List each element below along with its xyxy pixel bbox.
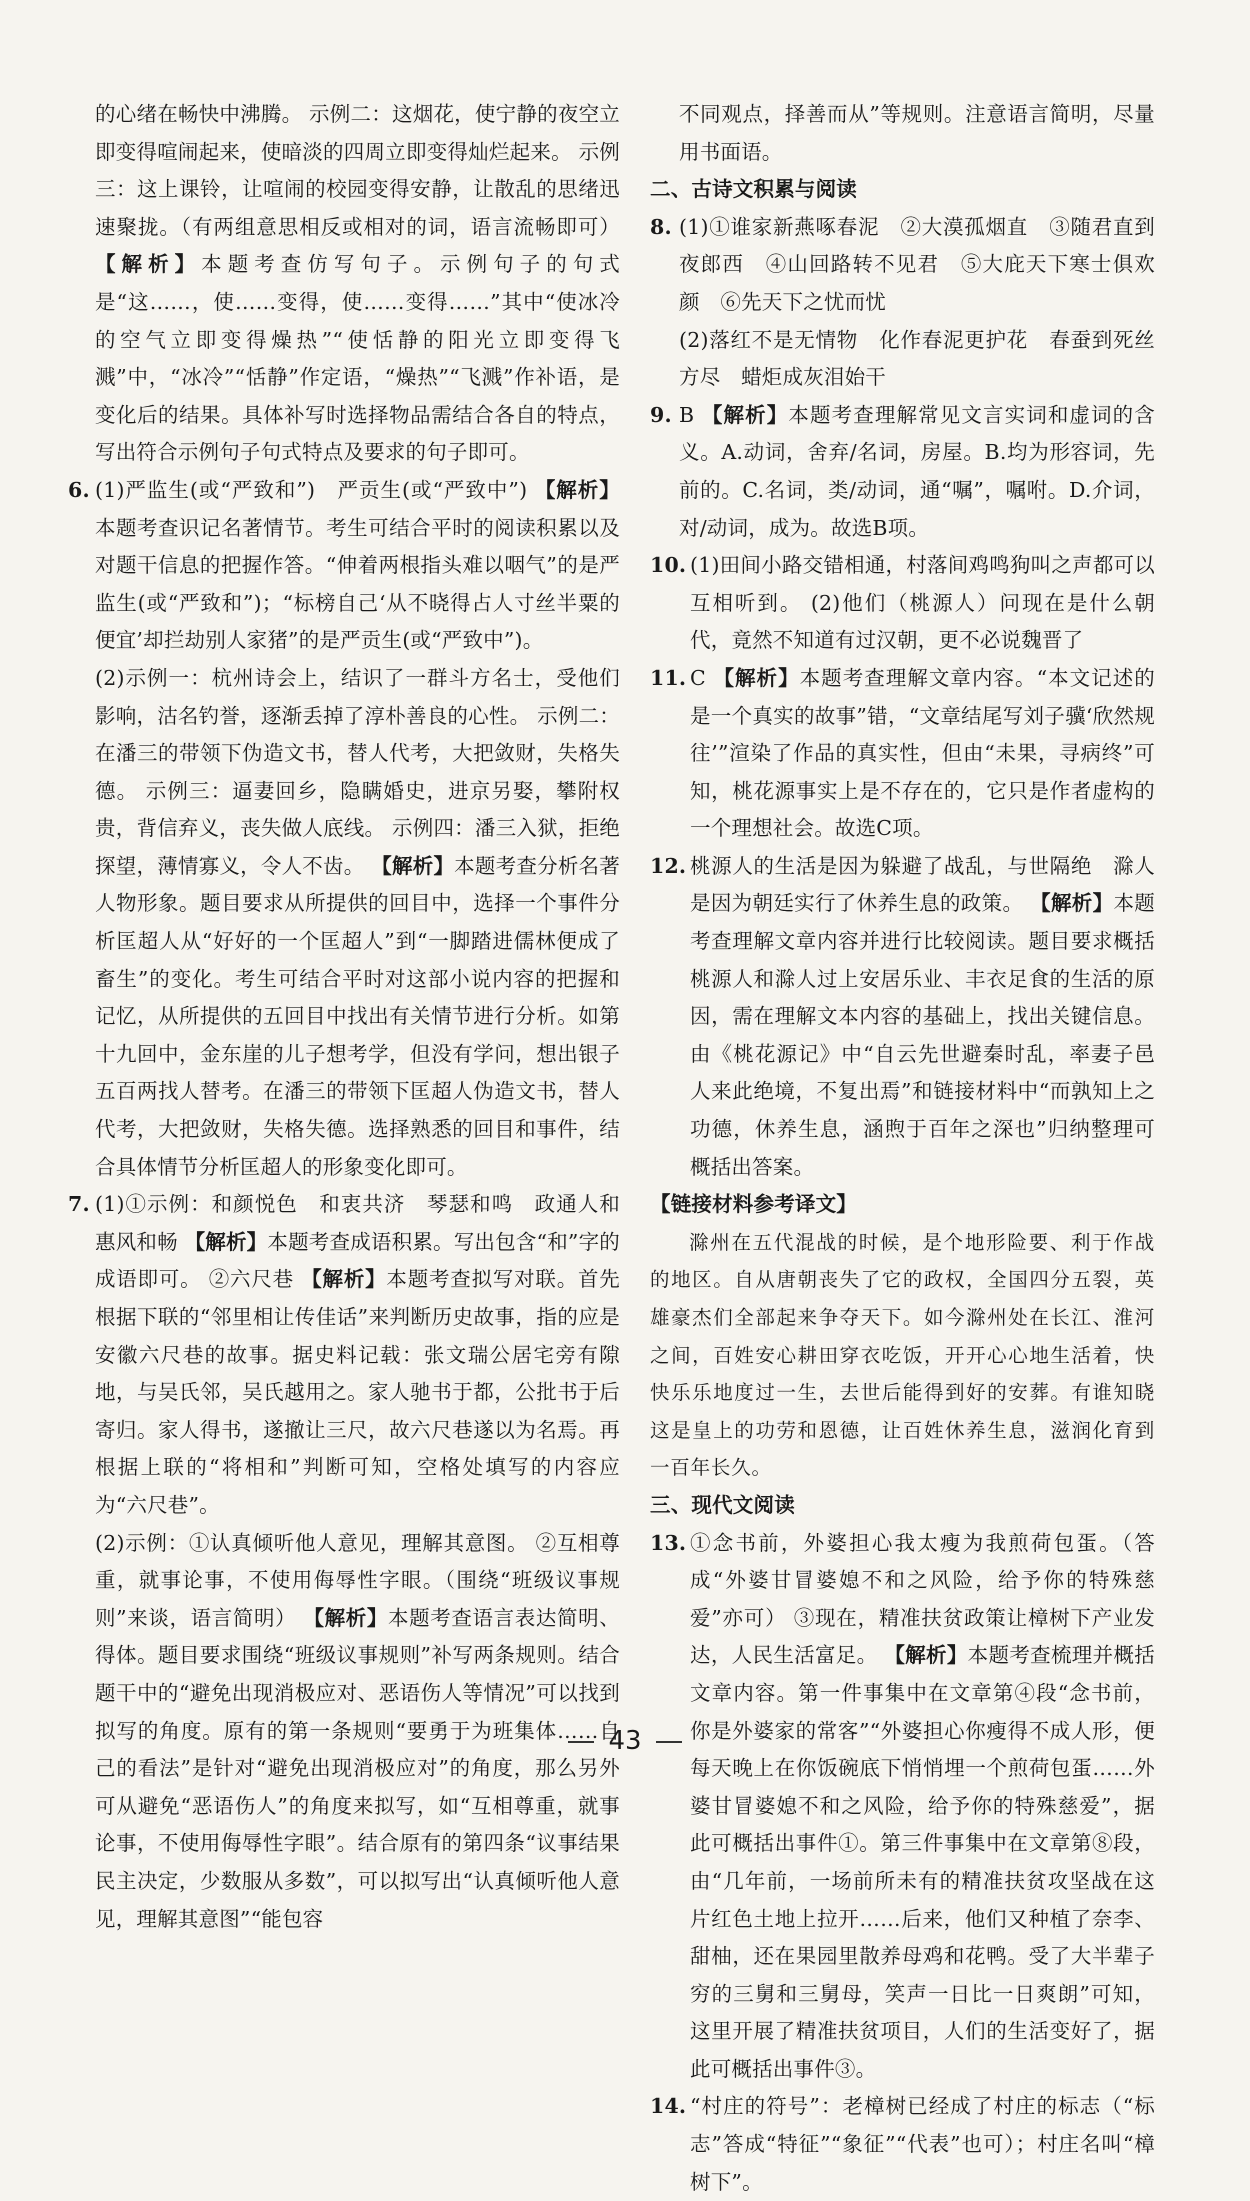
question-10 [650, 547, 1155, 660]
analysis-tag: 【解析】 [184, 1229, 268, 1254]
analysis-tag: 【解析】 [303, 1605, 388, 1630]
analysis-tag: 【解析】 [534, 477, 620, 502]
question-number: 6. [68, 477, 90, 502]
question-number: 14. [650, 2094, 687, 2119]
q6-part2: (2)示例一：杭州诗会上，结识了一群斗方名士，受他们影响，沽名钓誉，逐渐丢掉了淳朴善良的心性。 示例二：在潘三的带领下伪造文书，替人代考，大把敛财，失格失德。 示例三：逼妻回乡，隐瞒婚史，进京另娶，攀附权贵，背信弃义，丧失做人底线。 示例四：潘三入狱，拒绝探望，薄情寡义，令人不齿。 【解析】本题考查分析名著人物形象。题目要求从所提供的回目中，选择一个事件分析匡超人从“好好的一个匡超人”到“一脚踏进儒林便成了畜生”的变化。考生可结合平时对这部小说内容的把握和记忆，从所提供的五回目中找出有关情节进行分析。如第十九回中，金东崖的儿子想考学，但没有学问，想出银子五百两找人替考。在潘三的带领下匡超人伪造文书，替人代考，大把敛财，失格失德。选择熟悉的回目和事件，结合具体情节分析匡超人的形象变化即可。 [95, 665, 620, 1179]
question-number: 7. [68, 1192, 90, 1217]
q10-body: (1)田间小路交错相通，村落间鸡鸣狗叫之声都可以互相听到。 (2)他们（桃源人）问现在是什么朝代，竟然不知道有过汉朝，更不必说魏晋了 [690, 553, 1155, 653]
intro-analysis: 本题考查仿写句子。示例句子的句式是“这……，使……变得，使……变得……”其中“使冰冷的空气立即变得燥热”“使恬静的阳光立即变得飞溅”中，“冰冷”“恬静”作定语，“燥热”“飞溅”作补语，是变化后的结果。具体补写时选择物品需结合各自的特点，写出符合示例句子句式特点及要求的句子即可。 [95, 252, 620, 465]
page-number-dash-right [656, 1741, 682, 1743]
question-6 [68, 472, 620, 1186]
q13-body: ①念书前，外婆担心我太瘦为我煎荷包蛋。（答成“外婆甘冒婆媳不和之风险，给予你的特殊慈爱”亦可） ③现在，精准扶贫政策让樟树下产业发达，人民生活富足。 【解析】本题考查梳理并概括文章内容。第一件事集中在文章第④段“念书前，你是外婆家的常客”“外婆担心你瘦得不成人形，便每天晚上在你饭碗底下悄悄埋一个煎荷包蛋……外婆甘冒婆媳不和之风险，给予你的特殊慈爱”，据此可概括出事件①。第三件事集中在文章第⑧段，由“几年前，一场前所未有的精准扶贫攻坚战在这片红色土地上拉开……后来，他们又种植了奈李、甜柚，还在果园里散养母鸡和花鸭。受了大半辈子穷的三舅和三舅母，笑声一日比一日爽朗”可知，这里开展了精准扶贫项目，人们的生活变好了，据此可概括出事件③。 [690, 1530, 1155, 2081]
intro-text: 的心绪在畅快中沸腾。 示例二：这烟花，使宁静的夜空立即变得喧闹起来，使暗淡的四周立即变得灿烂起来。 示例三：这上课铃，让喧闹的校园变得安静，让散乱的思绪迅速聚拢。（有两组意思相反或相对的词，语言流畅即可） [95, 102, 620, 239]
page-number-dash-left [568, 1741, 594, 1743]
analysis-tag: 【解析】 [713, 665, 800, 690]
question-11 [650, 660, 1155, 848]
question-8 [650, 209, 1155, 397]
analysis-tag: 【解析】 [1030, 891, 1114, 916]
q7-part1: (1)①示例：和颜悦色 和衷共济 琴瑟和鸣 政通人和 惠风和畅 【解析】本题考查成语积累。写出包含“和”字的成语即可。 ②六尺巷 【解析】本题考查拟写对联。首先根据下联的“邻里相让传佳话”来判断历史故事，指的应是安徽六尺巷的故事。据史料记载：张文瑞公居宅旁有隙地，与吴氏邻，吴氏越用之。家人驰书于都，公批书于后寄归。家人得书，遂撤让三尺，故六尺巷遂以为名焉。再根据上联的“将相和”判断可知，空格处填写的内容应为“六尺巷”。 [95, 1192, 641, 1517]
q7-part2: (2)示例：①认真倾听他人意见，理解其意图。 ②互相尊重，就事论事，不使用侮辱性字眼。（围绕“班级议事规则”来谈，语言简明） 【解析】本题考查语言表达简明、得体。题目要求围绕“班级议事规则”补写两条规则。结合题干中的“避免出现消极应对、恶语伤人等情况”可以找到拟写的角度。原有的第一条规则“要勇于为班集体……自己的看法”是针对“避免出现消极应对”的角度，那么另外可从避免“恶语伤人”的角度来拟写，如“互相尊重，就事论事，不使用侮辱性字眼”。结合原有的第四条“议事结果民主决定，少数服从多数”，可以拟写出“认真倾听他人意见，理解其意图”“能包容 [95, 1530, 620, 1931]
section-heading-classical: 二、古诗文积累与阅读 [650, 177, 857, 202]
translation-text: 滁州在五代混战的时候，是个地形险要、利于作战的地区。自从唐朝丧失了它的政权，全国四分五裂，英雄豪杰们全部起来争夺天下。如今滁州处在长江、淮河之间，百姓安心耕田穿衣吃饭，开开心心地生活着，快快乐乐地度过一生，去世后能得到好的安葬。有谁知晓这是皇上的功劳和恩德，让百姓休养生息，滋润化育到一百年长久。 [650, 1230, 1155, 1480]
q12-body: 桃源人的生活是因为躲避了战乱，与世隔绝 滁人是因为朝廷实行了休养生息的政策。 【解析】本题考查理解文章内容并进行比较阅读。题目要求概括桃源人和滁人过上安居乐业、丰衣足食的生活的原因，需在理解文本内容的基础上，找出关键信息。由《桃花源记》中“自云先世避秦时乱，率妻子邑人来此绝境，不复出焉”和链接材料中“而孰知上之功德，休养生息，涵煦于百年之深也”归纳整理可概括出答案。 [690, 853, 1155, 1179]
analysis-tag: 【解析】 [371, 853, 455, 878]
q11-body: C 【解析】本题考查理解文章内容。“本文记述的是一个真实的故事”错，“文章结尾写刘子骥‘欣然规往’”渲染了作品的真实性，但由“未果，寻病终”可知，桃花源事实上是不存在的，它只是作者虚构的一个理想社会。故选C项。 [690, 665, 1155, 841]
question-14 [650, 2088, 1155, 2201]
page-number-value: 43 [608, 1726, 642, 1756]
question-13 [650, 1525, 1155, 2089]
question-9 [650, 397, 1155, 547]
question-number: 9. [650, 402, 672, 427]
question-number: 11. [650, 665, 687, 690]
question-12 [650, 848, 1155, 1186]
analysis-tag: 【解析】 [884, 1643, 968, 1668]
q8-part2: (2)落红不是无情物 化作春泥更护花 春蚕到死丝方尽 蜡炬成灰泪始干 [679, 327, 1155, 390]
page-number [0, 1726, 1250, 1756]
question-number: 13. [650, 1530, 687, 1555]
question-number: 10. [650, 553, 687, 578]
analysis-tag: 【解析】 [301, 1267, 387, 1292]
q14-body: “村庄的符号”：老樟树已经成了村庄的标志（“标志”答成“特征”“象征”“代表”也可）；村庄名叫“樟树下”。 [690, 2094, 1155, 2194]
question-number: 12. [650, 853, 687, 878]
question-number: 8. [650, 214, 672, 239]
right-column [650, 96, 1155, 2201]
q9-body: B 【解析】本题考查理解常见文言实词和虚词的含义。A.动词，舍弃/名词，房屋。B.均为形容词，先前的。C.名词，类/动词，通“嘱”，嘱咐。D.介词，对/动词，成为。故选B项。 [679, 402, 1155, 540]
analysis-tag: 【解析】 [95, 252, 202, 277]
analysis-tag: 【解析】 [701, 402, 789, 427]
q8-part1: (1)①谁家新燕啄春泥 ②大漠孤烟直 ③随君直到夜郎西 ④山回路转不见君 ⑤大庇天下寒士俱欢颜 ⑥先天下之忧而忧 [679, 214, 1155, 314]
q6-part1: (1)严监生(或“严致和”) 严贡生(或“严致中”) 【解析】本题考查识记名著情节。考生可结合平时的阅读积累以及对题干信息的把握作答。“伸着两根指头难以咽气”的是严监生(或“严致和”)；“标榜自己‘从不晓得占人寸丝半粟的便宜’却拦劫别人家猪”的是严贡生(或“严致中”)。 [95, 477, 620, 653]
intro-paragraph [95, 96, 620, 472]
translation-heading: 【链接材料参考译文】 [650, 1192, 857, 1217]
section-heading-modern: 三、现代文阅读 [650, 1492, 795, 1517]
continued-text: 不同观点，择善而从”等规则。注意语言简明，尽量用书面语。 [679, 102, 1155, 164]
